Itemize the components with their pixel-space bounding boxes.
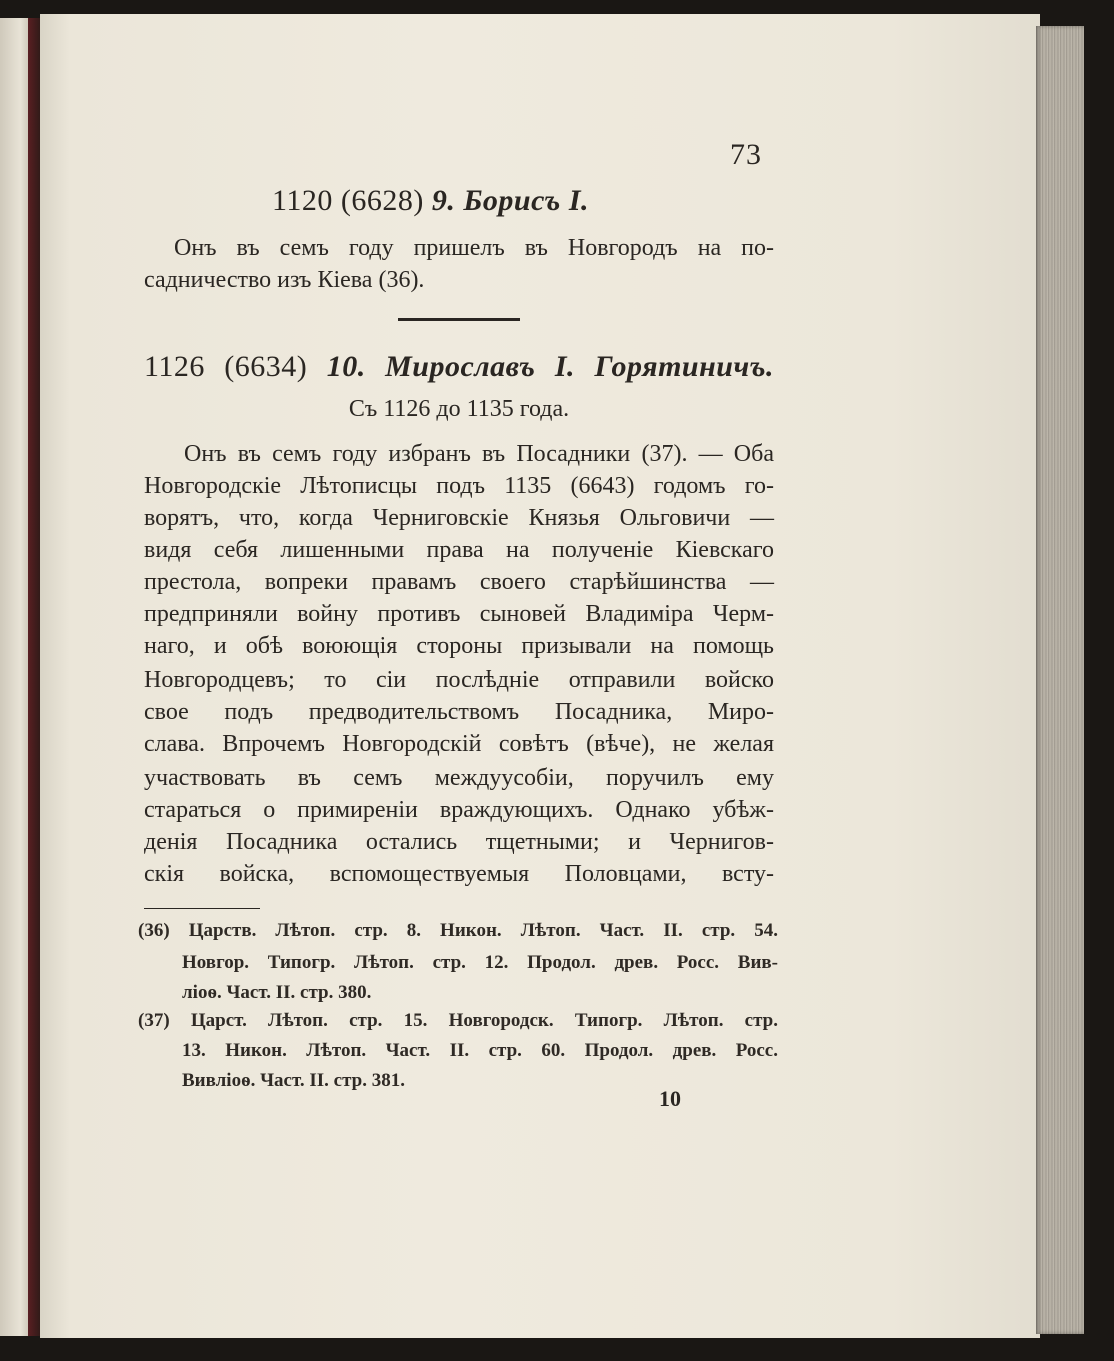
text-line: денія Посадника остались тщетными; и Чернигов- [144,829,774,855]
text-line: стараться о примиреніи враждующихъ. Однако убѣж- [144,797,774,823]
heading-year: 1126 (6634) [144,350,308,383]
text-line: свое подъ предводительствомъ Посадника, Миро- [144,699,774,725]
heading-name: 10. Мирославъ I. Горятиничъ. [326,350,774,383]
footnote-line: (36) Царств. Лѣтоп. стр. 8. Никон. Лѣтоп. Част. II. стр. 54. [138,920,778,941]
page-number: 73 [730,138,762,171]
heading-year: 1120 (6628) [272,184,424,217]
footnote-line: 13. Никон. Лѣтоп. Част. II. стр. 60. Продол. древ. Росс. [182,1040,778,1061]
entry-heading [144,350,774,384]
text-line: Новгородскіе Лѣтописцы подъ 1135 (6643) годомъ го- [144,473,774,499]
footnote-line: (37) Царст. Лѣтоп. стр. 15. Новгородск. Типогр. Лѣтоп. стр. [138,1010,778,1031]
footnote-line: ліоѳ. Част. II. стр. 380. [182,982,372,1003]
text-line: садничество изъ Кіева (36). [144,267,425,293]
footnote-line: Новгор. Типогр. Лѣтоп. стр. 12. Продол. древ. Росс. Вив- [182,952,778,973]
text-line: наго, и обѣ воюющія стороны призывали на помощь [144,633,774,659]
footnote-divider [144,908,260,909]
text-line: предприняли войну противъ сыновей Владиміра Черм- [144,601,774,627]
heading-name: 9. Борисъ I. [431,184,590,217]
text-line: скія войска, вспомоществуемыя Половцами, всту- [144,861,774,887]
text-line: участвовать въ семъ междуусобіи, поручилъ ему [144,765,774,791]
text-line: Онъ въ семъ году избранъ въ Посадники (37). — Оба [184,441,774,467]
text-line: видя себя лишенными права на полученіе Кіевскаго [144,537,774,563]
text-line: ворятъ, что, когда Черниговскіе Князья Ольговичи — [144,505,774,531]
text-line: престола, вопреки правамъ своего старѣйшинства — [144,569,774,595]
text-line: Онъ въ семъ году пришелъ въ Новгородъ на по- [174,235,774,261]
entry-heading [272,184,589,218]
footnote-line: Вивліоѳ. Част. II. стр. 381. [182,1070,405,1091]
text-line: Новгородцевъ; то сіи послѣдніе отправили войско [144,667,774,693]
section-divider [398,318,520,321]
signature-mark: 10 [659,1086,681,1111]
date-range: Съ 1126 до 1135 года. [348,396,570,422]
text-line: слава. Впрочемъ Новгородскій совѣтъ (вѣче), не желая [144,731,774,757]
